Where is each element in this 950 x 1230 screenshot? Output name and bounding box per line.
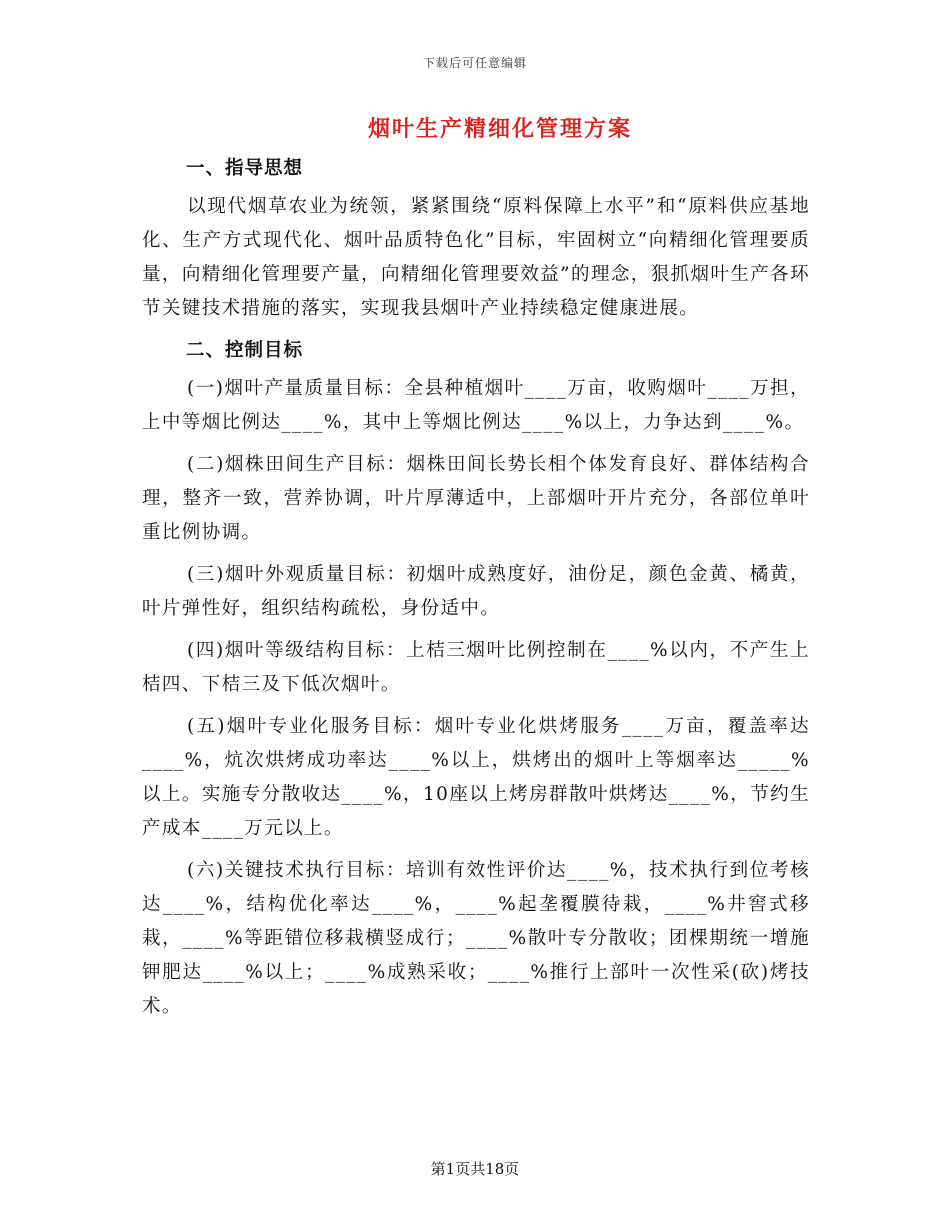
paragraph: (五)烟叶专业化服务目标：烟叶专业化烘烤服务____万亩，覆盖率达____%，炕次烘烤成功率达____%以上，烘烤出的烟叶上等烟率达_____%以上。实施专分散收达____%，10座以上烤房群散叶烘烤达____%，节约生产成本____万元以上。	[142, 716, 810, 839]
paragraph: (二)烟株田间生产目标：烟株田间长势长相个体发育良好、群体结构合理，整齐一致，营养协调，叶片厚薄适中，上部烟叶开片充分，各部位单叶重比例协调。	[142, 454, 810, 543]
paragraph: (六)关键技术执行目标：培训有效性评价达____%，技术执行到位考核达____%，结构优化率达____%，____%起垄覆膜待栽，____%井窖式移栽，____%等距错位移栽横竖成行；____%散叶专分散收；团棵期统一增施钾肥达____%以上；____%成熟采收；____%推行上部叶一次性采(砍)烤技术。	[142, 860, 810, 1017]
document-title: 烟叶生产精细化管理方案	[367, 116, 632, 142]
paragraph: (三)烟叶外观质量目标：初烟叶成熟度好，油份足，颜色金黄、橘黄，叶片弹性好，组织结构疏松，身份适中。	[142, 564, 810, 619]
document-body	[142, 152, 810, 1032]
paragraph: 以现代烟草农业为统领，紧紧围绕“原料保障上水平”和“原料供应基地化、生产方式现代化、烟叶品质特色化”目标，牢固树立“向精细化管理要质量，向精细化管理要产量，向精细化管理要效益”的理念，狠抓烟叶生产各环节关键技术措施的落实，实现我县烟叶产业持续稳定健康进展。	[142, 196, 810, 319]
paragraph: (一)烟叶产量质量目标：全县种植烟叶____万亩，收购烟叶____万担，上中等烟比例达____%，其中上等烟比例达____%以上，力争达到____%。	[142, 378, 810, 433]
section-heading: 二、控制目标	[186, 340, 304, 361]
header-note: 下载后可任意编辑	[422, 56, 527, 70]
page-number: 第1页共18页	[430, 1160, 520, 1178]
section-heading: 一、指导思想	[186, 158, 304, 179]
paragraph: (四)烟叶等级结构目标：上桔三烟叶比例控制在____%以内，不产生上桔四、下桔三及下低次烟叶。	[142, 640, 810, 695]
